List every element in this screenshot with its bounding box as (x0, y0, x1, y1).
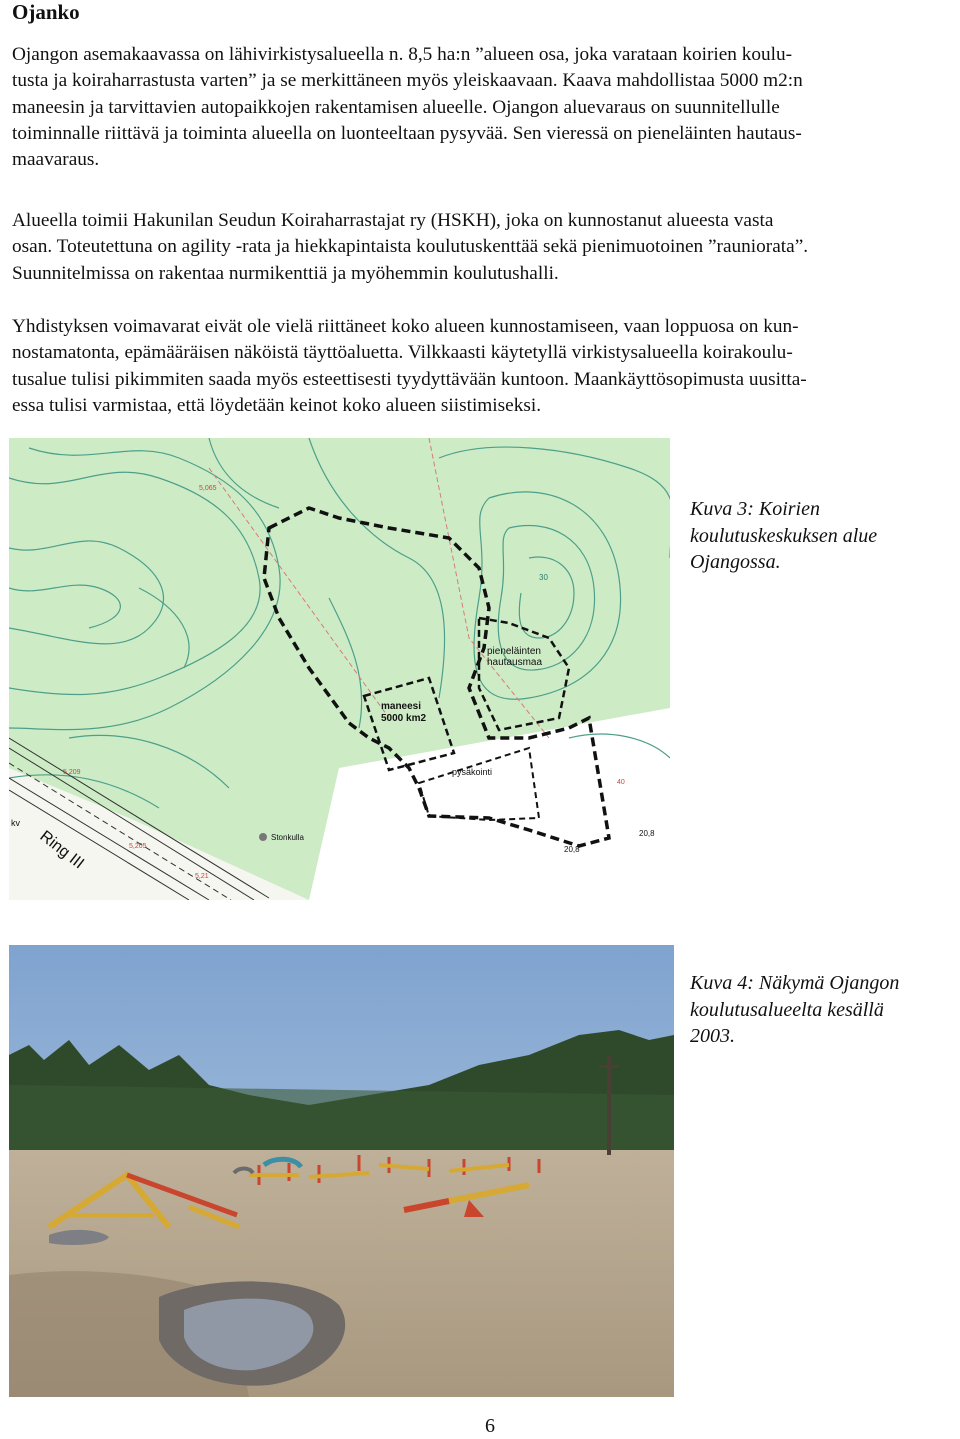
paragraph-1 (12, 42, 950, 173)
map-label-elevation: 40 (617, 779, 625, 786)
caption-line: Ojangossa. (690, 551, 781, 573)
map-label-edge: kv (11, 818, 20, 828)
figure-3-caption (690, 496, 940, 576)
map-label-elevation: 5,065 (199, 485, 217, 492)
map-label-road: Ring III (36, 827, 87, 873)
map-label-elevation: 20,8 (564, 845, 580, 854)
paragraph-3 (12, 314, 950, 419)
paragraph-line: toiminnalle riittävä ja toiminta alueella on luonteeltaan pysyvää. Sen vieressä on pieneläinten hautaus- (12, 122, 802, 144)
map-label-maneesi: maneesi (381, 701, 422, 712)
paragraph-line: Ojangon asemakaavassa on lähivirkistysalueella n. 8,5 ha:n ”alueen osa, joka varataan koirien koulu- (12, 44, 793, 65)
site-map (9, 438, 670, 900)
paragraph-line: Suunnitelmissa on rakentaa nurmikenttiä ja myöhemmin koulutushalli. (12, 262, 559, 284)
paragraph-line: essa tulisi varmistaa, että löydetään keinot koko alueen siistimiseksi. (12, 394, 542, 416)
map-label-elevation: 5,209 (63, 769, 81, 776)
paragraph-line: maneesin ja tarvittavien autopaikkojen rakentamisen alueelle. Ojangon aluevaraus on suunnitellulle (12, 96, 780, 118)
section-heading: Ojanko (12, 0, 80, 24)
paragraph-2 (12, 208, 950, 287)
map-label-elevation: 30 (539, 573, 548, 582)
training-field-photo (9, 945, 674, 1397)
caption-line: Kuva 4: Näkymä Ojangon (690, 972, 900, 994)
map-label-elevation: 5,21 (195, 873, 209, 880)
map-label-elevation: 5,205 (129, 843, 147, 850)
caption-line: Kuva 3: Koirien (690, 498, 820, 520)
paragraph-line: tusalue tulisi pikimmiten saada myös esteettisesti tyydyttävään kuntoon. Maankäyttösopimusta uusitta- (12, 368, 807, 390)
figure-4-caption (690, 970, 940, 1050)
caption-line: koulutusalueelta kesällä (690, 998, 884, 1021)
paragraph-line: tusta ja koiraharrastusta varten” ja se merkittäneen myös yleiskaavaan. Kaava mahdollistaa 5000 m2:n (12, 70, 803, 92)
paragraph-line: Alueella toimii Hakunilan Seudun Koiraharrastajat ry (HSKH), joka on kunnostanut alueesta vasta (12, 210, 774, 231)
map-label-pysakointi: pysäkointi (452, 767, 493, 777)
map-label-maneesi-area: 5000 km2 (381, 713, 427, 724)
map-label-hautausmaa-1: pieneläinten (487, 646, 541, 657)
paragraph-line: osan. Toteutettuna on agility -rata ja hiekkapintaista koulutuskenttää sekä pienimuotoinen ”rauniorata”. (12, 236, 809, 258)
stone-marker (259, 833, 267, 841)
caption-line: koulutuskeskuksen alue (690, 524, 878, 547)
map-label-elevation: 20,8 (639, 829, 655, 838)
paragraph-line: maavaraus. (12, 149, 100, 171)
paragraph-line: nostamatonta, epämääräisen näköistä täyttöaluetta. Vilkkaasti käytetyllä virkistysalueella koirakoulu- (12, 342, 793, 364)
paragraph-line: Yhdistyksen voimavarat eivät ole vielä riittäneet koko alueen kunnostamiseen, vaan loppuosa on kun- (12, 316, 799, 337)
map-label-hautausmaa-2: hautausmaa (487, 657, 543, 668)
page-number: 6 (485, 1415, 495, 1437)
caption-line: 2003. (690, 1025, 735, 1047)
map-label-stone: Stonkulla (271, 833, 304, 842)
